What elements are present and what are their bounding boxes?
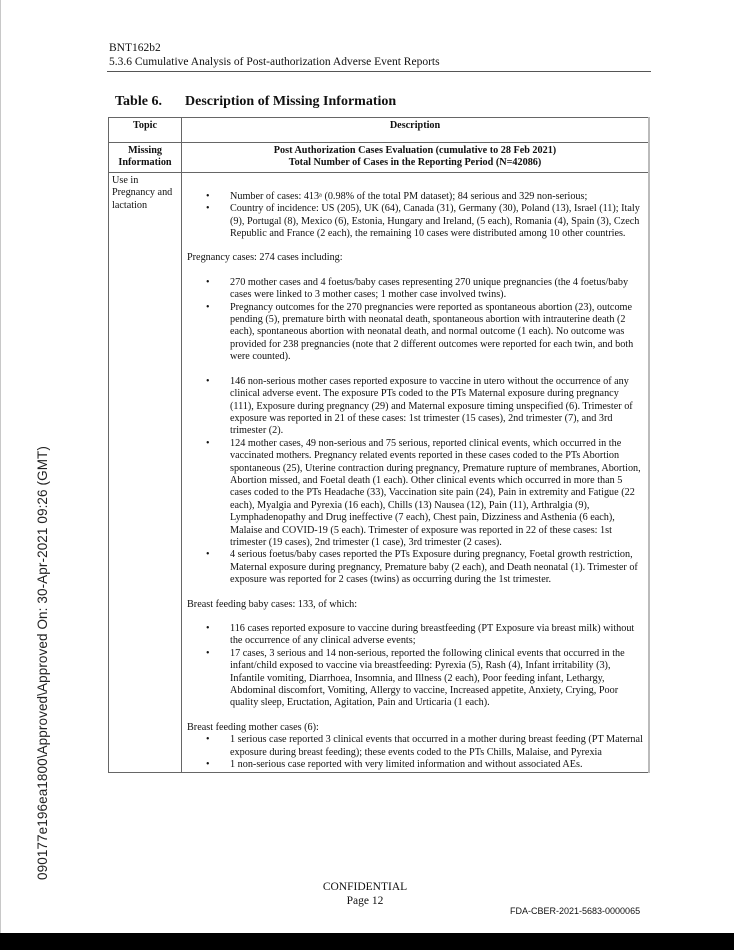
list-item: • Pregnancy outcomes for the 270 pregnancies were reported as spontaneous abortion (23), outcome pending (5), premature birth with neonatal death, spontaneous abortion with intrauterine death (2 each), spontaneous abortion with neonatal death, and normal outcome (1 each). No outcome was provided for 238 pregnancies (note that 2 different outcomes were reported for each twin, and both were counted). xyxy=(230,302,643,364)
list-item: • 124 mother cases, 49 non-serious and 75 serious, reported clinical events, which occurred in the vaccinated mothers. Pregnancy related events reported in these cases coded to the PTs Abortion spontaneous (25), Uterine contraction during pregnancy, Premature rupture of membranes, Abortion, Abortion missed, and Foetal death (1 each). Other clinical events which occurred in more than 5 cases coded to the PTs Headache (33), Vaccination site pain (24), Pain in extremity and Fatigue (22 each), Myalgia and Pyrexia (16 each), Chills (13) Nausea (12), Pain (11), Arthralgia (9), Lymphadenopathy and Drug ineffective (7 each), Chest pain, Dizziness and Asthenia (6 each), Malaise and COVID-19 (5 each). Trimester of exposure was reported in 22 of these cases: 1st trimester (19 cases), 2nd trimester (1 case), 3rd trimester (2 cases). xyxy=(230,438,643,550)
pregnancy-list-a xyxy=(187,277,643,364)
table-title xyxy=(115,94,396,110)
breastfeeding-mother-list xyxy=(187,734,643,771)
subheader-line-2: Total Number of Cases in the Reporting Period (N=42086) xyxy=(288,157,542,169)
breastfeeding-mother-heading: Breast feeding mother cases (6): xyxy=(187,721,319,733)
list-item: • 1 serious case reported 3 clinical events that occurred in a mother during breast feeding (PT Maternal exposure during breast feeding); these events coded to the PTs Chills, Malaise, and Pyrexia xyxy=(230,734,643,759)
list-item: • 17 cases, 3 serious and 14 non-serious, reported the following clinical events that occurred in the infant/child exposed to vaccine via breastfeeding: Pyrexia (5), Rash (4), Infant irritability (3), Infantile vomiting, Diarrhoea, Insomnia, and Illness (2 each), Poor feeding infant, Lethargy, Abdominal discomfort, Vomiting, Allergy to vaccine, Increased appetite, Anxiety, Crying, Poor quality sleep, Eructation, Agitation, Pain and Urticaria (1 each). xyxy=(230,648,643,710)
list-item: • 4 serious foetus/baby cases reported the PTs Exposure during pregnancy, Foetal growth restriction, Maternal exposure during pregnancy, Premature baby (2 each), and Death neonatal (1). Trimester of exposure was reported for 2 cases (twins) as occurring during the 1st trimester. xyxy=(230,549,643,586)
list-item: • Number of cases: 413ᵃ (0.98% of the total PM dataset); 84 serious and 329 non-serious; xyxy=(230,191,643,203)
section-title: 5.3.6 Cumulative Analysis of Post-authorization Adverse Event Reports xyxy=(109,56,440,68)
list-item: • 116 cases reported exposure to vaccine during breastfeeding (PT Exposure via breast milk) without the occurrence of any clinical adverse events; xyxy=(230,623,643,648)
bates-number: FDA-CBER-2021-5683-0000065 xyxy=(510,906,641,916)
page-number: Page 12 xyxy=(346,895,384,907)
table-row xyxy=(109,172,650,773)
list-item: • Country of incidence: US (205), UK (64), Canada (31), Germany (30), Poland (13), Israel (11); Italy (9), Portugal (8), Mexico (6), Estonia, Hungary and Ireland, (5 each), Romania (4), Spain (3), Czech Republic and France (2 each), the remaining 10 cases were distributed among 10 other countries. xyxy=(230,203,643,240)
breastfeeding-baby-list xyxy=(187,623,643,710)
column-header-topic: Topic xyxy=(109,118,182,143)
table-caption: Description of Missing Information xyxy=(185,94,397,109)
pregnancy-heading: Pregnancy cases: 274 cases including: xyxy=(187,252,343,264)
subheader-description xyxy=(182,143,650,173)
row-topic: Use in Pregnancy and lactation xyxy=(109,172,182,773)
list-item: • 146 non-serious mother cases reported exposure to vaccine in utero without the occurrence of any clinical adverse event. The exposure PTs coded to the PTs Maternal exposure during pregnancy (111), Exposure during pregnancy (29) and Maternal exposure timing unspecified (6). Trimester of exposure was reported in 21 of these cases: 1st trimester (15 cases), 2nd trimester (7), and 3rd trimester (2). xyxy=(230,376,643,438)
header-rule xyxy=(107,71,651,72)
page-footer xyxy=(300,880,430,908)
breastfeeding-baby-heading: Breast feeding baby cases: 133, of which: xyxy=(187,598,358,610)
missing-information-table xyxy=(108,117,650,773)
product-name: BNT162b2 xyxy=(109,42,161,54)
list-item: • 270 mother cases and 4 foetus/baby cases representing 270 unique pregnancies (the 4 foetus/baby cases were linked to 3 mother cases; 1 mother case involved twins). xyxy=(230,277,643,302)
table-header-row xyxy=(109,118,650,143)
row-description xyxy=(182,172,650,773)
table-number: Table 6. xyxy=(115,94,162,109)
list-item: • 1 non-serious case reported with very limited information and without associated AEs. xyxy=(230,759,643,771)
running-header xyxy=(109,41,651,69)
subheader-topic: Missing Information xyxy=(109,143,182,173)
pregnancy-list-b xyxy=(187,376,643,587)
approval-watermark: 090177e196ea1800\Approved\Approved On: 30-Apr-2021 09:26 (GMT) xyxy=(35,446,50,880)
viewer-bottom-bar xyxy=(0,933,734,950)
overview-list xyxy=(187,191,643,241)
table-subheader-row xyxy=(109,143,650,173)
confidential-label: CONFIDENTIAL xyxy=(322,881,408,893)
page-left-edge xyxy=(0,0,1,933)
subheader-line-1: Post Authorization Cases Evaluation (cumulative to 28 Feb 2021) xyxy=(273,145,557,156)
column-header-description: Description xyxy=(182,118,650,143)
